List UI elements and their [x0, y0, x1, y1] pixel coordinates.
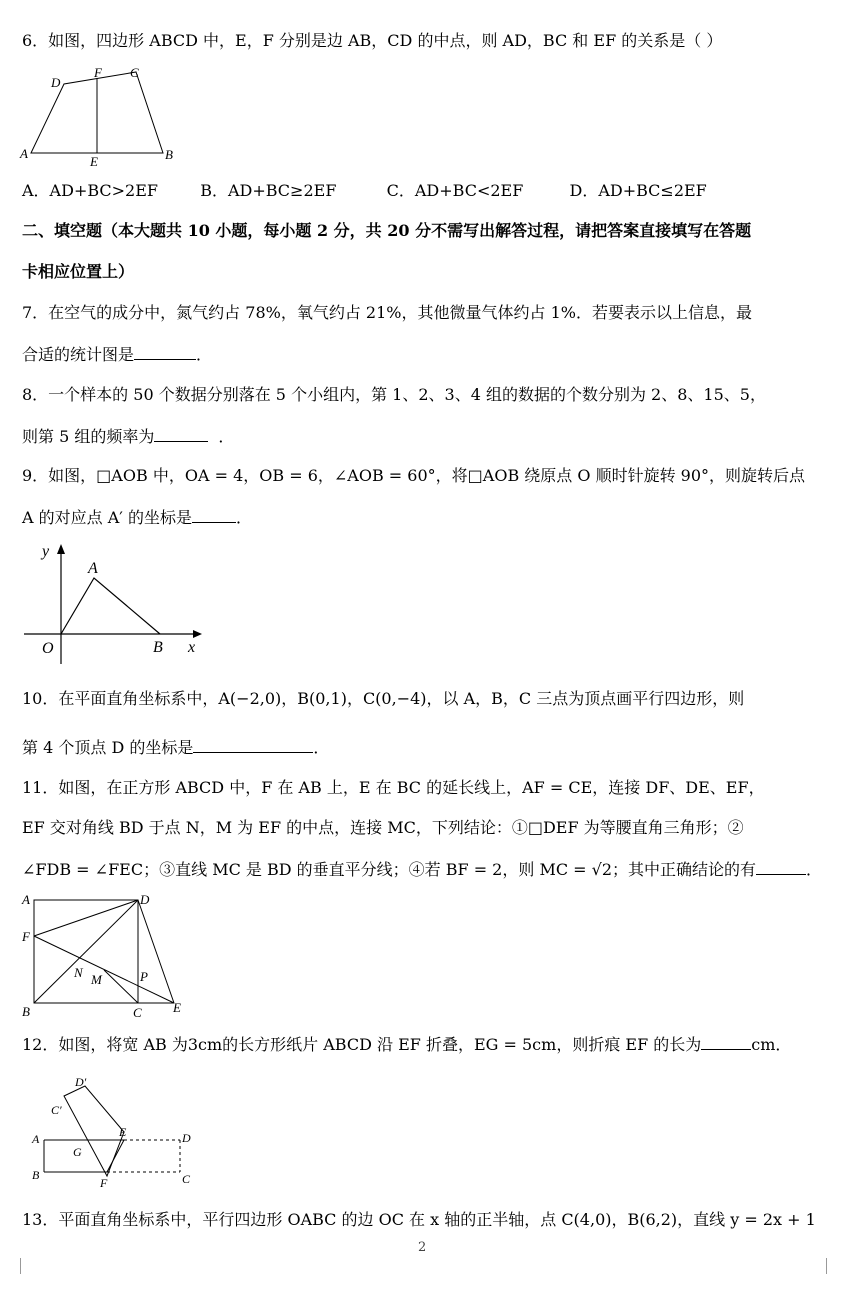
q11-square-figure — [18, 890, 198, 1022]
q12-label-e: E — [119, 1125, 127, 1139]
q7-line1: 7．在空气的成分中，氮气约占 78%，氧气约占 21%，其他微量气体约占 1%．若要表示以上信息，最 — [22, 303, 752, 322]
q8-period: ． — [218, 427, 235, 446]
q8-answer-blank[interactable] — [154, 425, 208, 442]
q11-label-p: P — [140, 969, 148, 984]
q7-answer-blank[interactable] — [134, 343, 196, 360]
q6-label-f: F — [94, 65, 102, 80]
q7-period: ． — [196, 345, 213, 364]
q9-label-a: A — [88, 560, 98, 577]
q9-line1: 9．如图，□AOB 中，OA = 4，OB = 6，∠AOB = 60°，将□AOB 绕原点 O 顺时针旋转 90°，则旋转后点 — [22, 466, 806, 485]
q6-option-c: C．AD+BC<2EF — [386, 181, 524, 200]
page-number: 2 — [418, 1240, 427, 1255]
q9-line2-text: A 的对应点 A′ 的坐标是 — [22, 508, 193, 527]
q12-line1-text: 12．如图，将宽 AB 为3cm的长方形纸片 ABCD 沿 EF 折叠，EG = 5cm，则折痕 EF 的长为 — [22, 1035, 702, 1054]
q9-answer-blank[interactable] — [192, 506, 236, 523]
q6-label-c: C — [130, 65, 139, 80]
q12-label-c: C — [182, 1172, 191, 1186]
q11-answer-blank[interactable] — [756, 858, 806, 875]
q6-options — [22, 180, 707, 202]
q7-line2-text: 合适的统计图是 — [22, 345, 135, 364]
q9-line2 — [22, 506, 252, 529]
q6-label-e: E — [90, 154, 98, 169]
q9-triangle-axes-figure — [18, 538, 208, 668]
q6-option-a: A．AD+BC>2EF — [22, 181, 159, 200]
q10-line2-text: 第 4 个顶点 D 的坐标是 — [22, 738, 194, 757]
section2-heading-line2: 卡相应位置上） — [22, 262, 135, 281]
q8-line2-text: 则第 5 组的频率为 — [22, 427, 155, 446]
q9-label-b: B — [153, 639, 163, 656]
q10-line2 — [22, 736, 329, 759]
q11-label-a: A — [22, 892, 30, 907]
q12-label-a: A — [32, 1132, 40, 1146]
q11-label-f: F — [22, 929, 30, 944]
q11-line2: EF 交对角线 BD 于点 N，M 为 EF 的中点，连接 MC，下列结论：①□DEF 为等腰直角三角形；② — [22, 818, 744, 837]
q11-line3 — [22, 858, 822, 881]
q12-label-d-prime: D′ — [75, 1075, 87, 1089]
q8-line1: 8．一个样本的 50 个数据分别落在 5 个小组内，第 1、2、3、4 组的数据的个数分别为 2、8、15、5， — [22, 385, 766, 404]
q13-line1: 13．平面直角坐标系中，平行四边形 OABC 的边 OC 在 x 轴的正半轴，点 C(4,0)，B(6,2)，直线 y = 2x + 1 — [22, 1210, 816, 1229]
q12-label-b: B — [32, 1168, 40, 1182]
q9-label-y: y — [42, 543, 50, 560]
right-margin-mark — [826, 1258, 827, 1274]
q10-line1: 10．在平面直角坐标系中，A(−2,0)，B(0,1)，C(0,−4)，以 A，B，C 三点为顶点画平行四边形，则 — [22, 689, 745, 708]
section2-heading-line1: 二、填空题（本大题共 10 小题，每小题 2 分，共 20 分不需写出解答过程，请把答案直接填写在答题 — [22, 221, 752, 240]
q6-stem: 6．如图，四边形 ABCD 中，E，F 分别是边 AB，CD 的中点，则 AD，BC 和 EF 的关系是（ ） — [22, 31, 723, 50]
q12-line1 — [22, 1033, 791, 1056]
q11-period: ． — [806, 860, 823, 879]
q12-label-f: F — [100, 1176, 108, 1190]
q9-label-x: x — [188, 639, 196, 656]
q6-option-b: B．AD+BC≥2EF — [200, 181, 337, 200]
q6-label-a: A — [20, 146, 28, 161]
q12-label-c-prime: C′ — [51, 1103, 62, 1117]
q11-label-e: E — [173, 1000, 181, 1015]
q11-label-d: D — [140, 892, 150, 907]
q11-line3-text: ∠FDB = ∠FEC；③直线 MC 是 BD 的垂直平分线；④若 BF = 2，则 MC = √2；其中正确结论的有 — [22, 860, 757, 879]
q6-quadrilateral-figure — [18, 62, 188, 170]
q11-label-n: N — [74, 965, 83, 980]
q9-label-o: O — [42, 640, 54, 657]
q12-fold-figure — [18, 1072, 208, 1192]
q10-period: ． — [313, 738, 330, 757]
q12-answer-blank[interactable] — [701, 1033, 751, 1050]
q11-line1: 11．如图，在正方形 ABCD 中，F 在 AB 上，E 在 BC 的延长线上，AF = CE，连接 DF、DE、EF， — [22, 778, 765, 797]
left-margin-mark — [20, 1258, 21, 1274]
q10-answer-blank[interactable] — [193, 736, 313, 753]
q6-label-d: D — [51, 75, 61, 90]
q12-label-d: D — [182, 1131, 191, 1145]
q12-label-g: G — [73, 1145, 82, 1159]
q11-label-c: C — [133, 1005, 142, 1020]
q6-option-d: D．AD+BC≤2EF — [569, 181, 707, 200]
q11-label-m: M — [91, 972, 102, 987]
q7-line2 — [22, 343, 212, 366]
q6-label-b: B — [165, 147, 173, 162]
q11-label-b: B — [22, 1004, 30, 1019]
q8-line2 — [22, 425, 234, 448]
q12-unit: cm． — [751, 1035, 792, 1054]
q9-period: ． — [236, 508, 253, 527]
